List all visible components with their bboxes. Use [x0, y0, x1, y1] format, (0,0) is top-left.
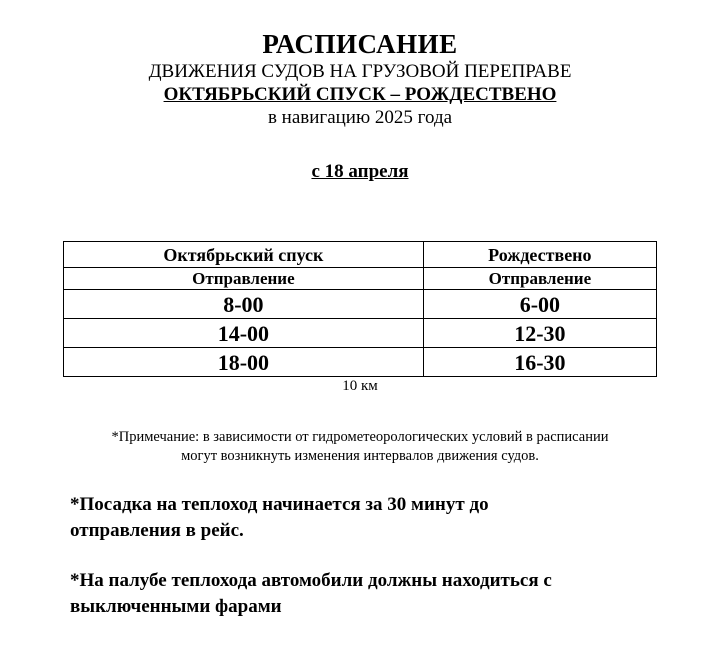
table-subheader-row: [64, 268, 657, 290]
note-line: *Примечание: в зависимости от гидрометеорологических условий в расписании: [111, 429, 609, 445]
route-title: ОКТЯБРЬСКИЙ СПУСК – РОЖДЕСТВЕНО: [163, 84, 557, 105]
note: [40, 428, 680, 466]
departure-time-cell: 12-30: [423, 319, 656, 348]
notice-line: *Посадка на теплоход начинается за 30 минут до: [70, 494, 489, 515]
table-row: [64, 348, 657, 377]
note-line: могут возникнуть изменения интервалов движения судов.: [181, 448, 539, 464]
table-row: [64, 319, 657, 348]
start-date: с 18 апреля: [311, 161, 409, 182]
notice-line: отправления в рейс.: [70, 520, 244, 541]
boarding-notice: [70, 492, 670, 544]
table-row: [64, 290, 657, 319]
column-subheader-rozhdestveno: Отправление: [423, 268, 656, 290]
departure-time-cell: 16-30: [423, 348, 656, 377]
page-title: РАСПИСАНИЕ: [262, 29, 458, 59]
page-subtitle: ДВИЖЕНИЯ СУДОВ НА ГРУЗОВОЙ ПЕРЕПРАВЕ: [148, 61, 572, 82]
headlights-notice: [70, 568, 670, 620]
departure-time-cell: 18-00: [64, 348, 424, 377]
column-header-rozhdestveno: Рождествено: [423, 242, 656, 268]
notice-line: выключенными фарами: [70, 596, 282, 617]
table-header-row: [64, 242, 657, 268]
schedule-table: [63, 241, 657, 377]
departure-time-cell: 8-00: [64, 290, 424, 319]
departure-time-cell: 6-00: [423, 290, 656, 319]
column-subheader-oktyabrsky: Отправление: [64, 268, 424, 290]
distance-label: 10 км: [342, 378, 378, 394]
column-header-oktyabrsky: Октябрьский спуск: [64, 242, 424, 268]
notice-line: *На палубе теплохода автомобили должны находиться с: [70, 570, 552, 591]
departure-time-cell: 14-00: [64, 319, 424, 348]
season-label: в навигацию 2025 года: [267, 107, 453, 128]
header: [0, 28, 720, 129]
